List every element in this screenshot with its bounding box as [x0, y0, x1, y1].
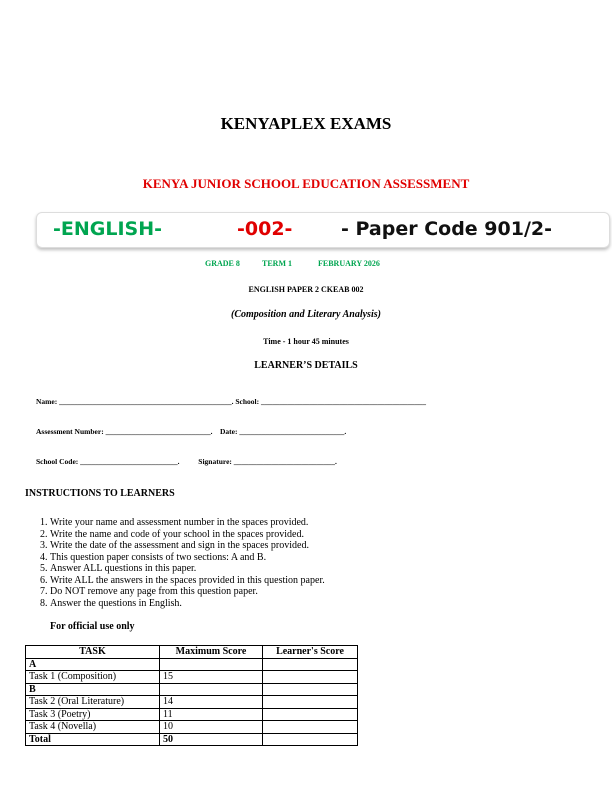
paper-code: - Paper Code 901/2-	[341, 218, 553, 240]
task-cell: Task 3 (Poetry)	[26, 708, 160, 721]
instruction-item: 7. Do NOT remove any page from this question paper.	[50, 586, 325, 598]
score-cell[interactable]	[263, 671, 358, 684]
grade: GRADE 8	[205, 259, 240, 268]
col-learner-score: Learner's Score	[263, 646, 358, 659]
max-cell: 14	[160, 696, 263, 709]
total-row	[26, 733, 358, 746]
max-cell	[160, 658, 263, 671]
subject-label: -ENGLISH-	[53, 218, 163, 240]
instruction-item: 2. Write the name and code of your school in the spaces provided.	[50, 529, 325, 541]
instruction-item: 6. Write ALL the answers in the spaces provided in this question paper.	[50, 575, 325, 587]
org-title: KENYAPLEX EXAMS	[220, 114, 392, 133]
table-row	[26, 708, 358, 721]
table-row	[26, 683, 358, 696]
task-cell: Total	[26, 733, 160, 746]
task-cell: Task 4 (Novella)	[26, 721, 160, 734]
exam-date: FEBRUARY 2026	[318, 259, 380, 268]
assessment-title: KENYA JUNIOR SCHOOL EDUCATION ASSESSMENT	[142, 176, 470, 191]
task-cell: Task 2 (Oral Literature)	[26, 696, 160, 709]
table-row	[26, 696, 358, 709]
max-cell: 15	[160, 671, 263, 684]
table-header-row	[26, 646, 358, 659]
max-cell: 10	[160, 721, 263, 734]
schoolcode-signature-field[interactable]: School Code: __________________________. Signature: ___________________________.	[36, 457, 337, 466]
max-cell: 11	[160, 708, 263, 721]
subject-banner	[36, 212, 610, 248]
col-task: TASK	[26, 646, 160, 659]
task-cell: B	[26, 683, 160, 696]
name-school-field[interactable]: Name: ______________________________________________. School: ____________________________________________	[36, 397, 426, 406]
instruction-item: 5. Answer ALL questions in this paper.	[50, 563, 325, 575]
paper-title: ENGLISH PAPER 2 CKEAB 002	[248, 285, 364, 294]
task-cell: Task 1 (Composition)	[26, 671, 160, 684]
col-max-score: Maximum Score	[160, 646, 263, 659]
official-use-heading: For official use only	[50, 621, 135, 632]
score-cell[interactable]	[263, 696, 358, 709]
instructions-heading: INSTRUCTIONS TO LEARNERS	[25, 488, 175, 499]
score-cell[interactable]	[263, 733, 358, 746]
task-cell: A	[26, 658, 160, 671]
score-table	[25, 645, 358, 746]
assessment-date-field[interactable]: Assessment Number: ____________________________. Date: ____________________________.	[36, 427, 347, 436]
table-row	[26, 658, 358, 671]
term: TERM 1	[262, 259, 292, 268]
score-cell[interactable]	[263, 683, 358, 696]
table-row	[26, 721, 358, 734]
score-cell[interactable]	[263, 708, 358, 721]
paper-number: -002-	[237, 218, 293, 240]
max-cell: 50	[160, 733, 263, 746]
table-row	[26, 671, 358, 684]
score-cell[interactable]	[263, 658, 358, 671]
time-allowed: Time - 1 hour 45 minutes	[263, 337, 349, 346]
instruction-item: 4. This question paper consists of two sections: A and B.	[50, 552, 325, 564]
instruction-item: 1. Write your name and assessment number in the spaces provided.	[50, 517, 325, 529]
paper-subtitle: (Composition and Literary Analysis)	[231, 309, 381, 320]
learner-details-heading: LEARNER’S DETAILS	[254, 360, 358, 371]
instruction-item: 3. Write the date of the assessment and sign in the spaces provided.	[50, 540, 325, 552]
instructions-list	[25, 517, 325, 609]
instruction-item: 8. Answer the questions in English.	[50, 598, 325, 610]
max-cell	[160, 683, 263, 696]
score-cell[interactable]	[263, 721, 358, 734]
